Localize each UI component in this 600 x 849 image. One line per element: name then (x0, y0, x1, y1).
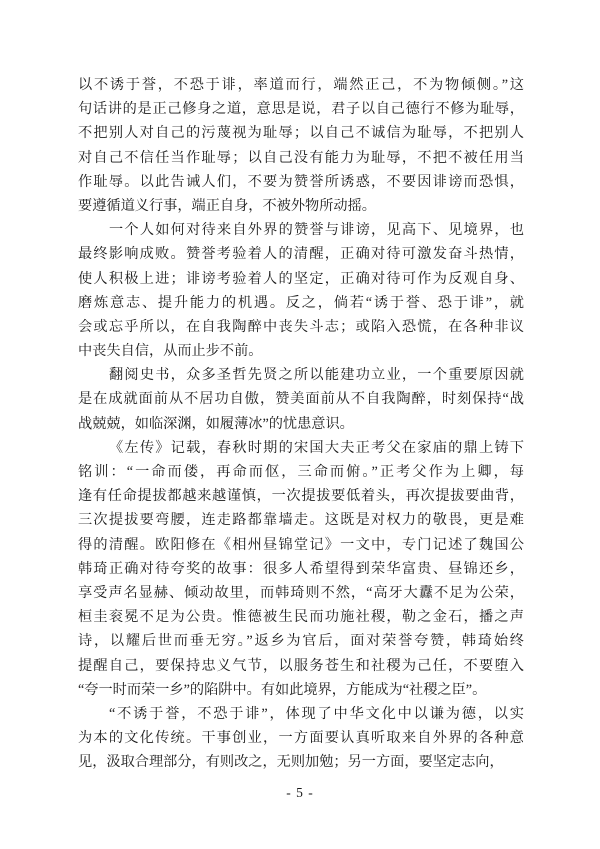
text-line: 铭训：“一命而偻，再命而伛，三命而俯。”正考父作为上卿，每 (78, 464, 524, 480)
text-line: 战兢兢，如临深渊，如履薄冰”的忧患意识。 (78, 415, 354, 432)
text-line: 为本的文化传统。干事创业，一方面要认真听取来自外界的各种意 (78, 730, 524, 747)
text-line: “夸一时而荣一乡”的陷阱中。有如此境界，方能成为“社稷之臣”。 (78, 681, 487, 698)
text-line: 对自己不信任当作耻辱；以自己没有能力为耻辱，不把不被任用当 (78, 149, 524, 166)
text-line: 是在成就面前从不居功自傲，赞美面前从不自我陶醉，时刻保持“战 (78, 391, 524, 408)
text-line: 韩琦正确对待夸奖的故事：很多人希望得到荣华富贵、昼锦还乡， (78, 560, 524, 577)
text-line: “不诱于誉，不恐于诽”，体现了中华文化中以谦为德，以实 (109, 705, 524, 722)
text-line: 提醒自己，要保持忠义气节，以服务苍生和社稷为己任，不要堕入 (78, 657, 524, 674)
text-line: 句话讲的是正己修身之道，意思是说，君子以自己德行不修为耻辱， (78, 101, 524, 118)
text-line: 诗，以耀后世而垂无穷。”返乡为官后，面对荣誉夸赞，韩琦始终 (78, 633, 524, 650)
paragraph (78, 436, 524, 702)
text-line: 会或忘乎所以，在自我陶醉中丧失斗志；或陷入恐慌，在各种非议 (78, 318, 524, 335)
text-line: 三次提拔要弯腰，连走路都靠墙走。这既是对权力的敬畏，更是难 (78, 512, 524, 529)
paragraph (78, 363, 524, 436)
text-line: 见，汲取合理部分，有则改之，无则加勉；另一方面，要坚定志向， (78, 754, 504, 771)
text-line: 磨炼意志、提升能力的机遇。反之，倘若“诱于誉、恐于诽”，就 (78, 294, 524, 311)
text-line: 使人积极上进；诽谤考验着人的坚定，正确对待可作为反观自身、 (78, 270, 524, 287)
text-line: 桓圭衮冕不足为公贵。惟德被生民而功施社稷，勒之金石，播之声 (78, 609, 524, 626)
text-line: 要遵循道义行事，端正自身，不被外物所动摇。 (78, 197, 376, 214)
paragraph (78, 73, 524, 218)
text-line: 得的清醒。欧阳修在《相州昼锦堂记》一文中，专门记述了魏国公 (78, 536, 524, 553)
page-number: - 5 - (286, 785, 314, 800)
text-line: 一个人如何对待来自外界的赞誉与诽谤，见高下、见境界，也 (109, 222, 524, 239)
text-line: 最终影响成败。赞誉考验着人的清醒，正确对待可激发奋斗热情， (78, 246, 524, 263)
text-line: 享受声名显赫、倾动故里，而韩琦则不然，“高牙大纛不足为公荣， (78, 584, 524, 601)
paragraph (78, 702, 524, 775)
text-line: 作耻辱。以此告诫人们，不要为赞誉所诱惑，不要因诽谤而恐惧， (78, 173, 524, 190)
text-line: 中丧失自信，从而止步不前。 (78, 343, 263, 360)
text-line: 翻阅史书，众多圣哲先贤之所以能建功立业，一个重要原因就 (109, 367, 524, 384)
document-body (78, 73, 524, 774)
text-line: 《左传》记载，春秋时期的宋国大夫正考父在家庙的鼎上铸下 (109, 439, 524, 456)
paragraph (78, 218, 524, 363)
text-line: 逢有任命提拔都越来越谨慎，一次提拔要低着头，再次提拔要曲背， (78, 488, 524, 505)
text-line: 以不诱于誉，不恐于诽，率道而行，端然正己，不为物倾侧。”这 (78, 77, 524, 93)
text-line: 不把别人对自己的污蔑视为耻辱；以自己不诚信为耻辱，不把别人 (78, 125, 524, 142)
